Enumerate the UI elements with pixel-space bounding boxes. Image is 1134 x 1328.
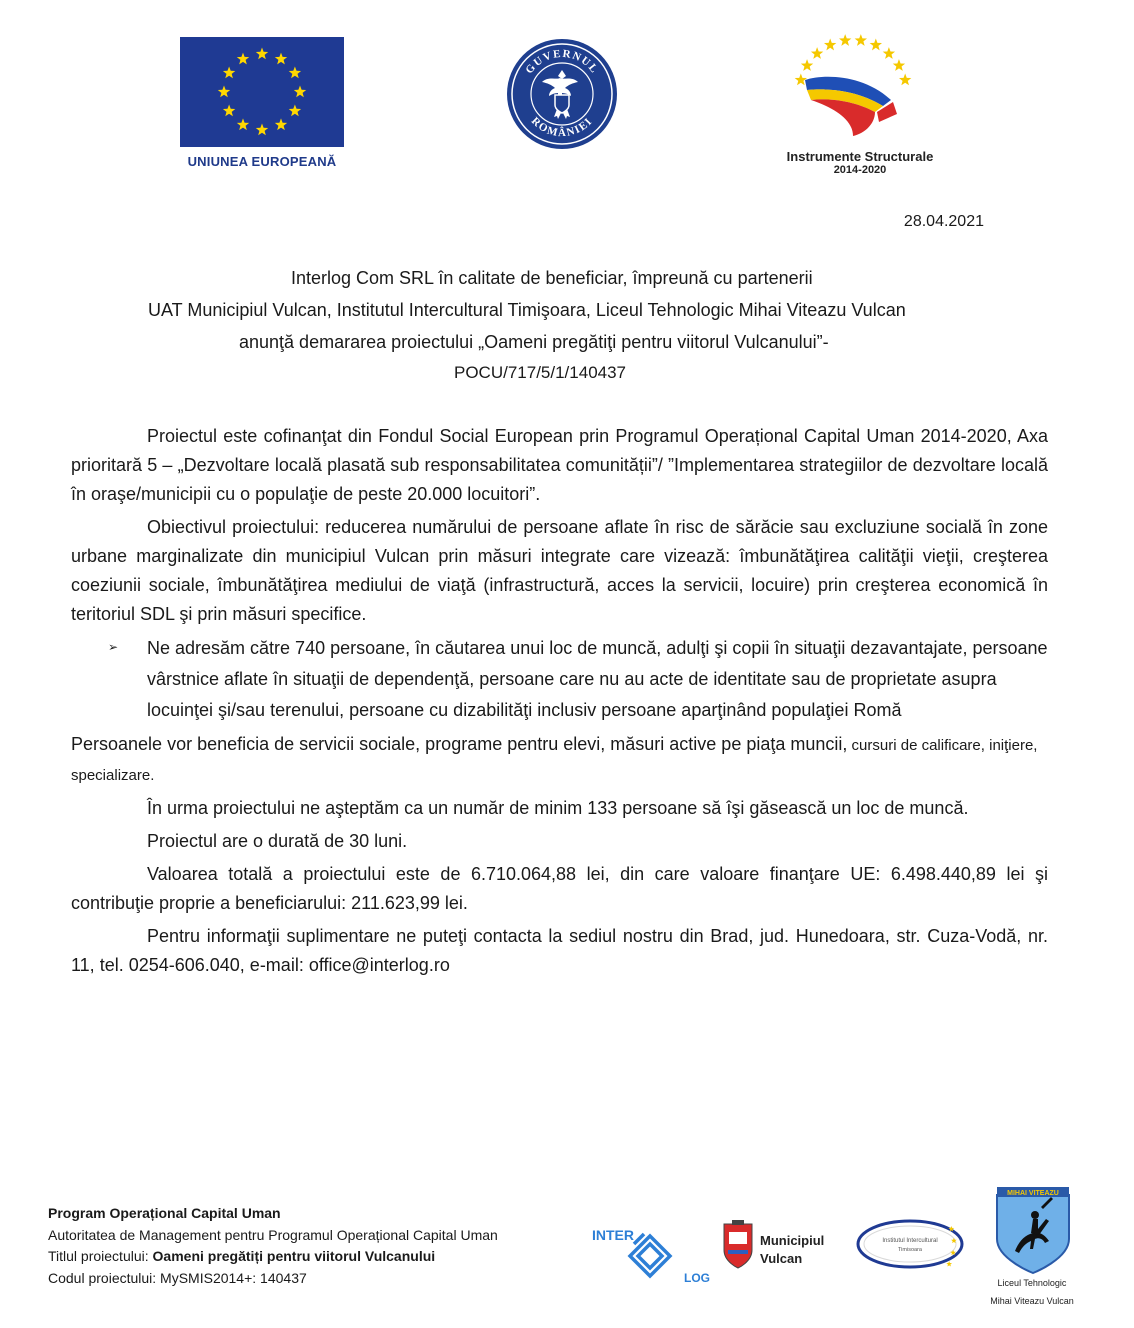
is-star-icon: [811, 47, 823, 59]
footer-code: Codul proiectului: MySMIS2014+: 140437: [48, 1269, 307, 1286]
is-caption-years: 2014-2020: [833, 164, 887, 176]
iit-logo-line1: Institutul Intercultural: [882, 1238, 938, 1244]
services-text: Persoanele vor beneficia de servicii sociale, programe pentru elevi, măsuri active pe piaţa muncii,: [71, 734, 848, 754]
heading-line-2: UAT Municipiul Vulcan, Institutul Intercultural Timişoara, Liceul Tehnologic Mihai Viteazu Vulcan: [148, 300, 906, 320]
vulcan-logo-line2: Vulcan: [760, 1251, 803, 1266]
footer-project-info: [48, 1203, 498, 1289]
interlog-bottom-text: LOG: [684, 1271, 710, 1285]
footer-program: Program Operațional Capital Uman: [48, 1205, 281, 1221]
gov-text-top: GUVERNUL: [523, 47, 601, 77]
footer-title-label: Titlul proiectului:: [48, 1248, 153, 1264]
romanian-government-seal-icon: [506, 38, 618, 150]
is-star-icon: [824, 39, 836, 51]
instrumente-structurale-icon: [775, 30, 945, 142]
paragraph-duration: Proiectul are o durată de 30 luni.: [147, 831, 408, 851]
paragraph-contact: Pentru informaţii suplimentare ne puteţi contacta la sediul nostru din Brad, jud. Hunedoara, str. Cuza-Vodă, nr. 11, tel. 0254-606.040, e-mail: office@interlog.ro: [71, 926, 1048, 975]
is-caption-title: Instrumente Structurale: [786, 149, 934, 164]
instrumente-structurale-logo: [775, 30, 945, 176]
arrow-bullet-icon: ➢: [108, 640, 119, 654]
iit-star-icon: [946, 1261, 952, 1266]
heading-line-3: anunţă demararea proiectului „Oameni pregătiţi pentru viitorul Vulcanului”-: [239, 332, 829, 352]
eu-logo: [180, 37, 344, 169]
iit-logo-line2: Timisoara: [898, 1247, 922, 1253]
footer-authority: Autoritatea de Management pentru Programul Operațional Capital Uman: [48, 1226, 498, 1243]
eu-flag-icon: [180, 37, 344, 147]
liceul-tehnologic-crest-icon: [985, 1185, 1081, 1275]
paragraph-expected-results: În urma proiectului ne aşteptăm ca un număr de minim 133 persoane să îşi găsească un loc de muncă.: [147, 798, 969, 818]
services-courses-text: cursuri de calificare, iniţiere, specializare.: [71, 737, 1038, 784]
paragraph-objective: Obiectivul proiectului: reducerea numărului de persoane aflate în risc de sărăcie sau excluziune socială în zone urbane marginalizate din municipiul Vulcan prin măsuri integrate care vizează: îmbunătăţirea calităţii vieţii, creşterea coeziunii sociale, îmbunătăţirea mediului de viaţă (infrastructură, acces la servicii, locuire) prin creşterea economică în teritoriul SDL şi prin măsuri specifice.: [71, 517, 1048, 624]
vulcan-logo-line1: Municipiul: [760, 1233, 825, 1248]
eu-caption: UNIUNEA EUROPEANĂ: [187, 154, 337, 169]
interlog-logo-icon: [592, 1226, 710, 1288]
heading-line-1: Interlog Com SRL în calitate de beneficiar, împreună cu partenerii: [291, 268, 813, 288]
ltv-caption-line2: Mihai Viteazu Vulcan: [990, 1296, 1074, 1306]
liceul-tehnologic-caption: [975, 1274, 1089, 1310]
is-star-icon: [801, 59, 813, 71]
announcement-body: [71, 422, 1048, 980]
target-group-text: Ne adresăm către 740 persoane, în căutarea unui loc de muncă, adulţi şi copii în situaţii dezavantajate, persoane vârstnice aflate în situaţii de dependenţă, persoane care nu au acte de identitate sau de proprietate asupra locuinţei şi/sau terenului, persoane cu dizabilităţi inclusiv persoane aparţinând populaţiei Romă: [147, 638, 1048, 720]
is-star-icon: [883, 47, 895, 59]
project-code-heading: POCU/717/5/1/140437: [454, 363, 627, 382]
is-star-icon: [870, 39, 882, 51]
is-star-icon: [893, 59, 905, 71]
target-group-bullet: [71, 633, 1048, 726]
is-star-icon: [855, 34, 867, 46]
paragraph-services: [71, 730, 1048, 790]
is-star-icon: [899, 74, 911, 86]
vulcan-coat-of-arms-icon: [720, 1218, 850, 1278]
paragraph-funding: Proiectul este cofinanţat din Fondul Social European prin Programul Operațional Capital Uman 2014-2020, Axa prioritară 5 – „Dezvoltare locală plasată sub responsabilitatea comunității”/ ”Implementarea strategiilor de dezvoltare locală în oraşe/municipii cu o populaţie de peste 20.000 locuitori”.: [71, 426, 1048, 504]
ltv-banner-text: MIHAI VITEAZU: [1007, 1190, 1059, 1197]
paragraph-value: Valoarea totală a proiectului este de 6.710.064,88 lei, din care valoare finanţare UE: 6.498.440,89 lei şi contribuţie proprie a beneficiarului: 211.623,99 lei.: [71, 864, 1048, 913]
footer-title-value: Oameni pregătiți pentru viitorul Vulcanului: [152, 1248, 436, 1264]
ltv-caption-line1: Liceul Tehnologic: [997, 1278, 1067, 1288]
gov-text-bottom: ROMÂNIEI: [528, 115, 596, 140]
interlog-top-text: INTER: [592, 1227, 634, 1243]
document-date: 28.04.2021: [903, 213, 984, 230]
is-star-icon: [839, 34, 851, 46]
institutul-intercultural-logo-icon: [855, 1218, 965, 1270]
is-star-icon: [795, 74, 807, 86]
